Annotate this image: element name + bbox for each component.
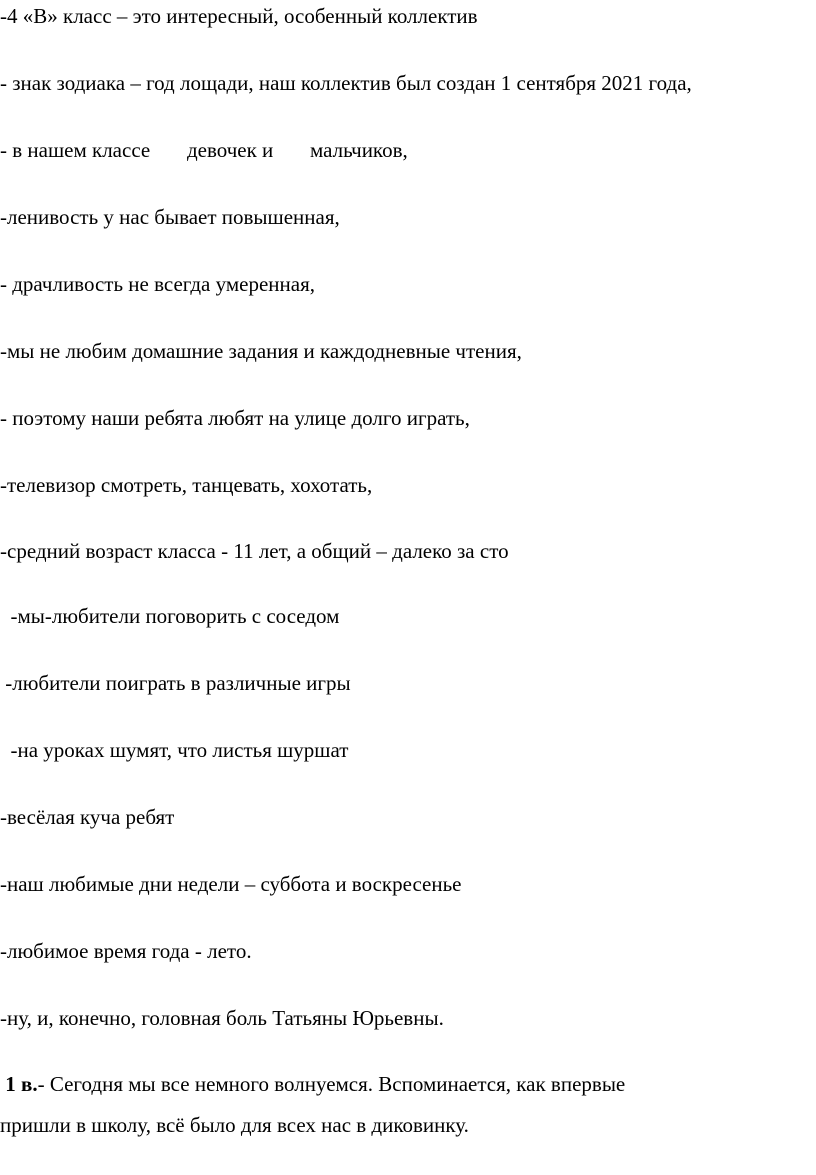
text-line-15: -любимое время года - лето. [0, 939, 252, 963]
final-paragraph-line-2: пришли в школу, всё было для всех нас в диковинку. [0, 1113, 469, 1137]
text-line-8: -телевизор смотреть, танцевать, хохотать, [0, 473, 373, 497]
text-line-13: -весёлая куча ребят [0, 805, 175, 829]
text-line-9: -средний возраст класса - 11 лет, а общий – далеко за сто [0, 539, 509, 563]
speaker-text: - Сегодня мы все немного волнуемся. Вспоминается, как впервые [37, 1072, 626, 1096]
final-paragraph-line-1 [0, 1071, 625, 1097]
text-line-6: -мы не любим домашние задания и каждодневные чтения, [0, 339, 522, 363]
text-line-7: - поэтому наши ребята любят на улице долго играть, [0, 406, 470, 430]
text-line-3: - в нашем классе девочек и мальчиков, [0, 138, 408, 162]
text-line-2: - знак зодиака – год лощади, наш коллектив был создан 1 сентября 2021 года, [0, 71, 692, 95]
speaker-label: 1 в. [0, 1072, 38, 1096]
text-line-10: -мы-любители поговорить с соседом [0, 604, 340, 628]
text-line-16: -ну, и, конечно, головная боль Татьяны Юрьевны. [0, 1006, 444, 1030]
text-line-1: -4 «В» класс – это интересный, особенный коллектив [0, 4, 478, 28]
text-line-14: -наш любимые дни недели – суббота и воскресенье [0, 872, 462, 896]
text-line-5: - драчливость не всегда умеренная, [0, 272, 315, 296]
text-line-11: -любители поиграть в различные игры [0, 671, 351, 695]
text-line-12: -на уроках шумят, что листья шуршат [0, 738, 349, 762]
text-line-4: -ленивость у нас бывает повышенная, [0, 205, 340, 229]
